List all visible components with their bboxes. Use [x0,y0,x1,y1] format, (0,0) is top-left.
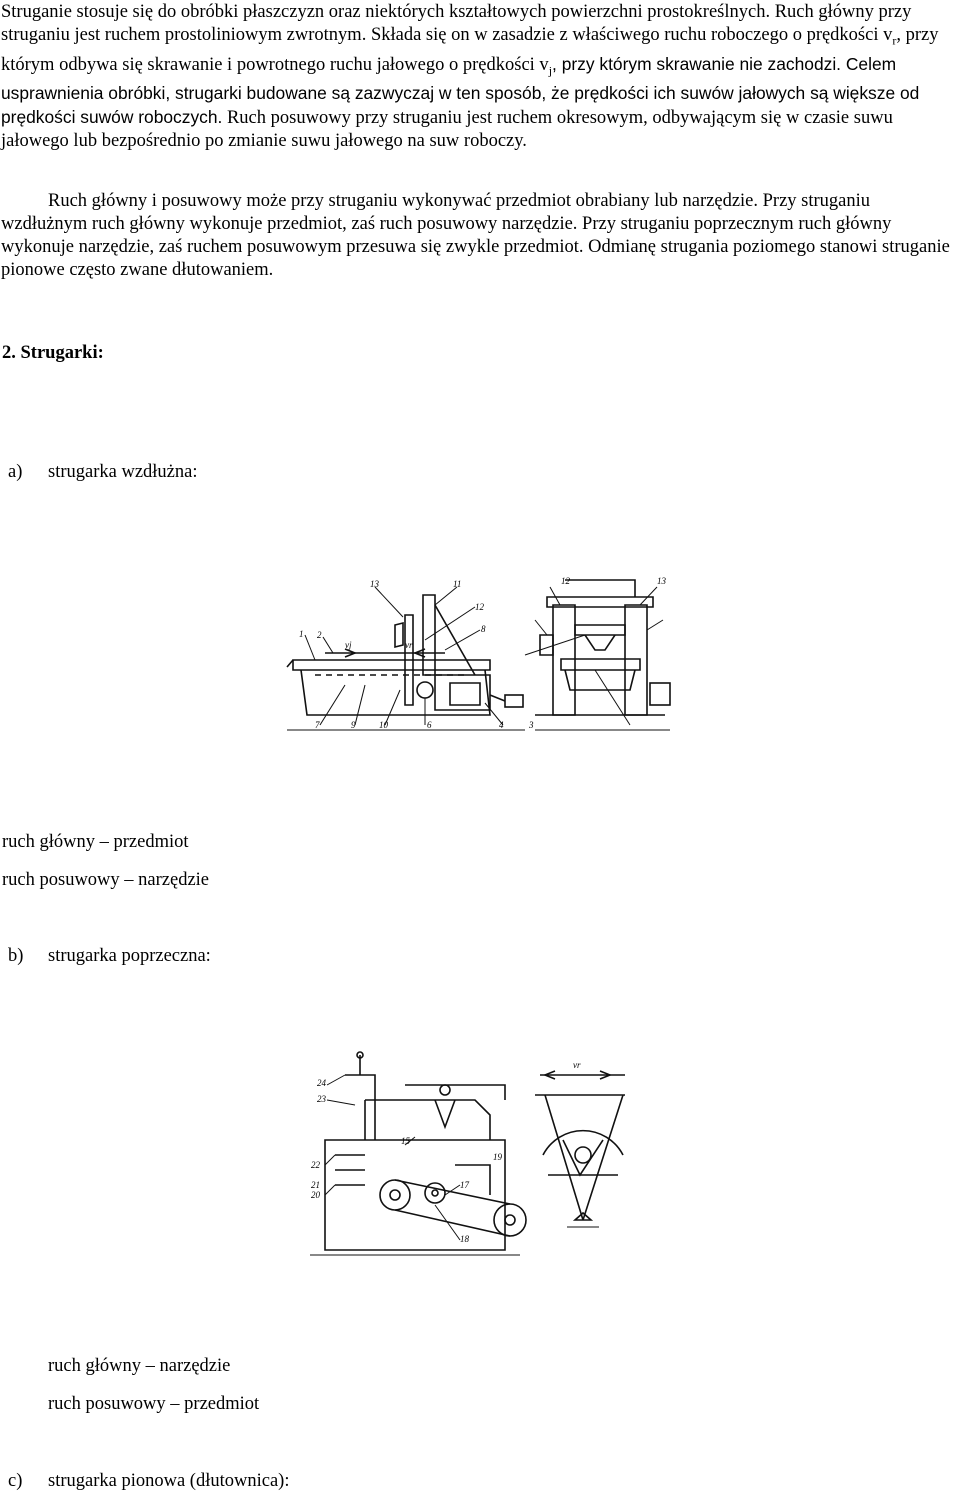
item-c-title: strugarka pionowa (dłutownica): [48,1471,290,1491]
fig-b-label-17: 17 [460,1180,469,1190]
intro-text: Celem usprawnienia obróbki, strugarki budowane są zazwyczaj w ten sposób, że prędkości ich suwów jałowych są większe od prędkości suwów roboczych. [1,53,920,128]
fig-b-label-18: 18 [460,1234,469,1244]
intro-text: Ruch posuwowy przy struganiu jest ruchem okresowym, odbywającym się w czasie suwu jałowego lub bezpośrednio po zmianie suwu jałowego na suw roboczy. [1,108,893,152]
fig-a-label-1: 1 [299,629,304,639]
item-c-label: c) [8,1471,23,1491]
fig-a-label-2: 2 [317,630,322,640]
fig-a-label-13: 13 [370,579,379,589]
fig-b-label-23: 23 [317,1094,326,1104]
item-b-label: b) [8,946,24,966]
fig-a-label-vr: vr [405,640,413,650]
fig-a-label-10: 10 [379,720,388,730]
fig-b-label-vr: vr [573,1060,581,1070]
fig-b-label-20: 20 [311,1190,320,1200]
item-a-feed-motion: ruch posuwowy – narzędzie [2,870,210,890]
subscript-j: j [548,63,553,78]
fig-b-label-24: 24 [317,1078,326,1088]
figure-longitudinal-planer [285,575,680,740]
fig-b-label-22: 22 [311,1160,320,1170]
intro-text: , przy którym odbywa się skrawanie i powrotnego ruchu jałowego o prędkości v [1,25,939,75]
subscript-r: r [892,33,897,48]
intro-text: Struganie stosuje się do obróbki płaszczyzn oraz niektórych kształtowych powierzchni prostokreślnych. Ruch główny przy struganiu jest ruchem prostoliniowym zwrotnym. Składa się on w zasadzie z właściwego ruchu roboczego o prędkości v [1,2,912,45]
longitudinal-planer-drawing [285,575,680,740]
intro-paragraph-1 [1,1,959,153]
intro-text: , przy którym skrawanie nie zachodzi. [552,53,842,74]
section-heading: 2. Strugarki: [2,343,104,363]
item-b-main-motion: ruch główny – narzędzie [48,1356,231,1376]
fig-a-label-12: 12 [475,602,484,612]
item-b-title: strugarka poprzeczna: [48,946,211,966]
fig-a-label-3: 3 [529,720,534,730]
fig-a-label-9: 9 [351,720,356,730]
fig-a-label-vj: vj [345,640,352,650]
fig-a-label-r13: 13 [657,576,666,586]
fig-a-label-4: 4 [499,720,504,730]
item-a-title: strugarka wzdłużna: [48,462,198,482]
fig-a-label-8: 8 [481,624,486,634]
fig-a-label-11: 11 [453,579,462,589]
fig-b-label-15: 15 [401,1136,410,1146]
fig-a-label-6: 6 [427,720,432,730]
fig-a-label-r12: 12 [561,576,570,586]
intro-paragraph-2: Ruch główny i posuwowy może przy struganiu wykonywać przedmiot obrabiany lub narzędzie. Przy struganiu wzdłużnym ruch główny wykonuje przedmiot, zaś ruch posuwowy narzędzie. Przy struganiu poprzecznym ruch główny wykonuje narzędzie, zaś ruchem posuwowym przesuwa się zwykle przedmiot. Odmianę strugania poziomego stanowi struganie pionowe często zwane dłutowaniem. [1,191,950,280]
fig-a-label-7: 7 [315,720,320,730]
item-a-main-motion: ruch główny – przedmiot [2,832,189,852]
figure-shaper [305,1045,630,1263]
fig-b-label-21: 21 [311,1180,320,1190]
fig-b-label-19: 19 [493,1152,502,1162]
item-a-label: a) [8,462,23,482]
item-b-feed-motion: ruch posuwowy – przedmiot [48,1394,260,1414]
shaper-drawing [305,1045,630,1263]
